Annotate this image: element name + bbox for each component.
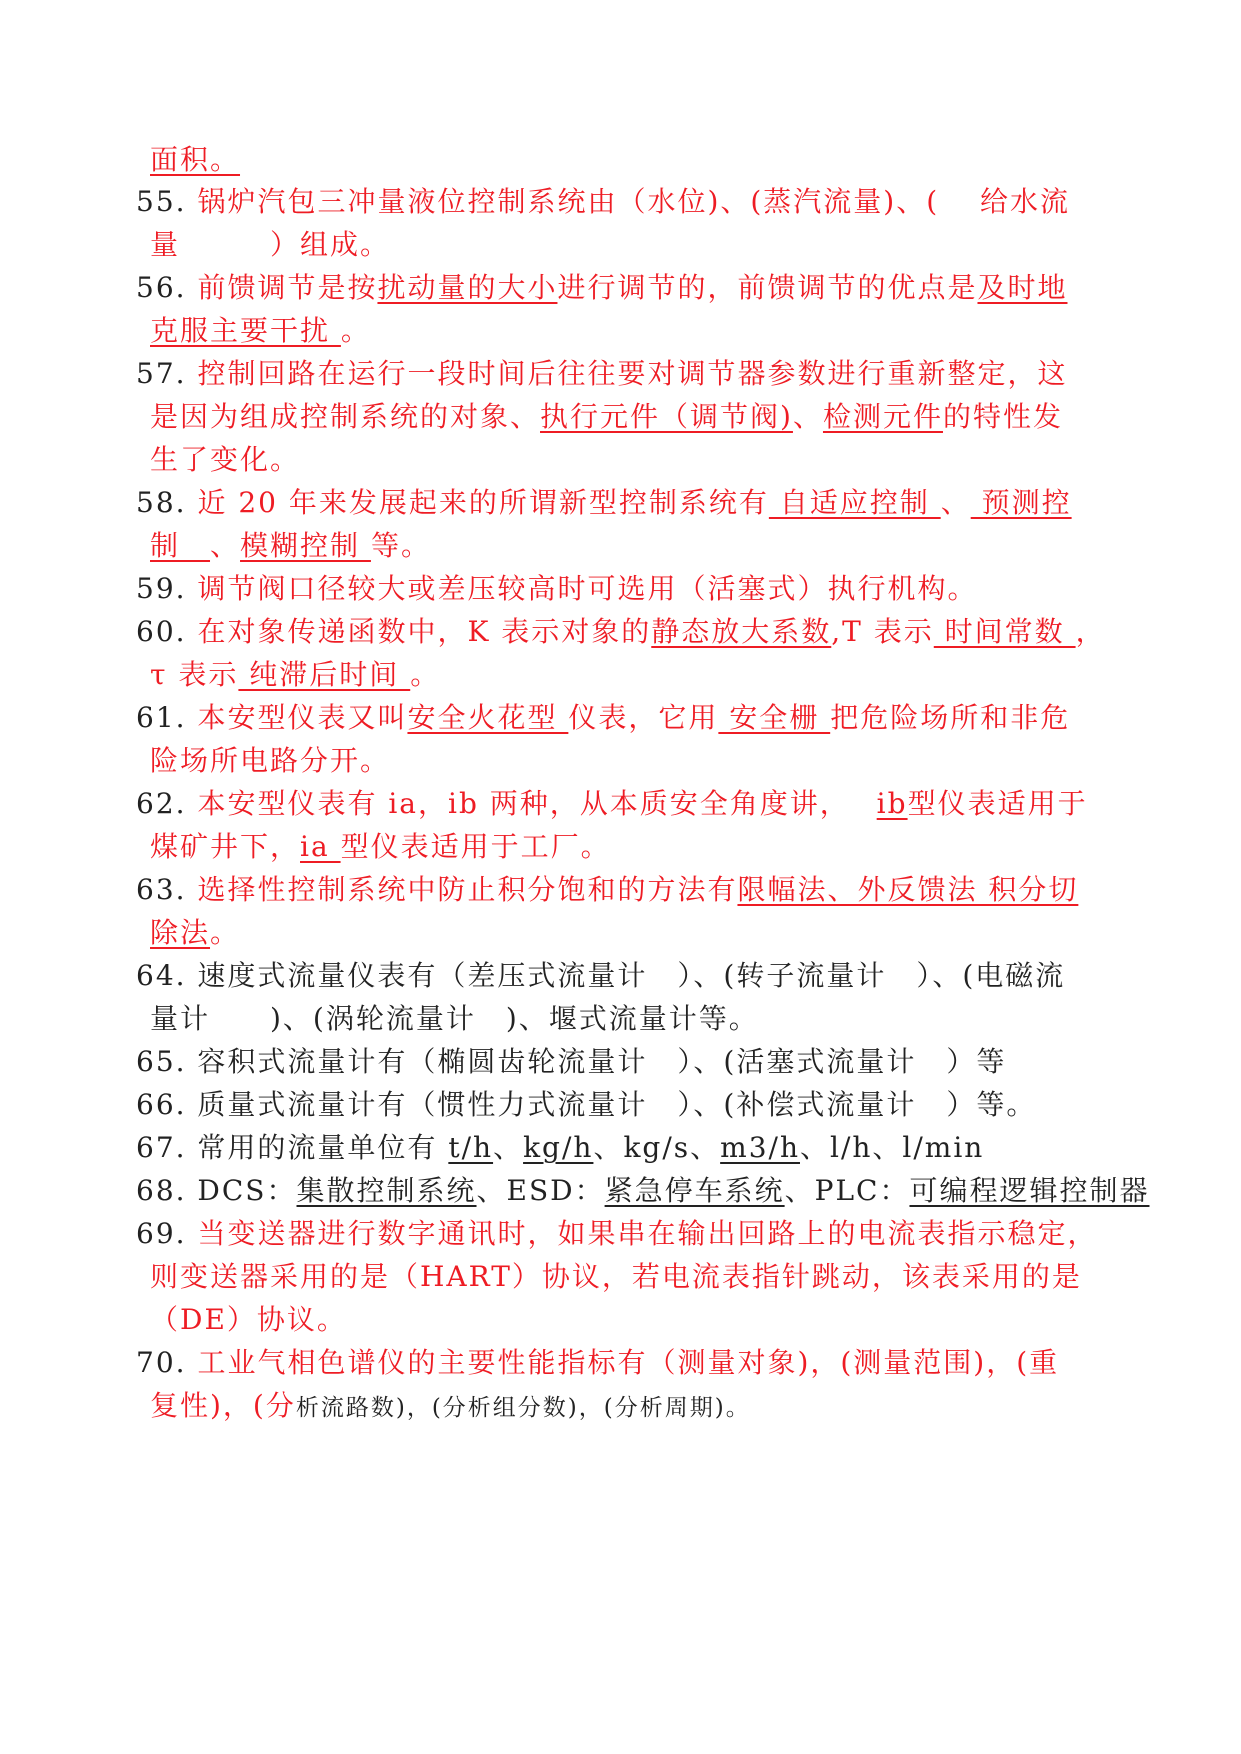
underlined-answer: 模糊控制 [240, 529, 371, 562]
text-segment: 。 [410, 658, 441, 691]
text-segment: 58. [136, 486, 198, 519]
text-segment: 前馈调节是按 [197, 271, 378, 304]
text-segment: 调节阀口径较大或差压较高时可选用（活塞式）执行机构。 [197, 572, 978, 605]
text-segment: 57. [136, 357, 198, 390]
text-segment: 险场所电路分开。 [150, 744, 391, 777]
text-line [136, 567, 977, 611]
text-segment: （DE）协议。 [150, 1303, 347, 1336]
text-segment: 、ESD： [476, 1174, 605, 1207]
text-segment: 70. [136, 1346, 198, 1379]
text-line [136, 1212, 1097, 1256]
text-segment: 本安型仪表有 ia，ib 两种，从本质安全角度讲， [197, 787, 877, 820]
text-segment: 本安型仪表又叫 [197, 701, 408, 734]
underlined-answer: ia [300, 830, 341, 863]
underlined-answer: 除法 [150, 916, 211, 949]
text-segment: 、l/h、l/min [799, 1131, 985, 1164]
text-line [136, 266, 1068, 310]
text-line [150, 1298, 347, 1342]
text-line [150, 524, 431, 568]
underlined-answer: 预测控 [970, 486, 1072, 519]
underlined-answer: 面积。 [150, 143, 241, 176]
underlined-answer: 扰动量的大小 [377, 271, 558, 304]
text-segment: 、 [493, 1131, 524, 1164]
text-line [150, 911, 240, 955]
text-line [136, 180, 1070, 224]
text-line [150, 138, 240, 182]
underlined-answer: 安全栅 [718, 701, 831, 734]
underlined-answer: 静态放大系数 [651, 615, 832, 648]
text-segment: 析流路数)，(分析组分数)，(分析周期)。 [295, 1395, 751, 1421]
text-line [150, 653, 440, 697]
text-line [150, 1255, 1082, 1299]
text-line [136, 1040, 1006, 1084]
text-segment: 、 [792, 400, 823, 433]
text-segment: 67. 常用的流量单位有 [136, 1131, 449, 1164]
underlined-answer: m3/h [720, 1131, 800, 1164]
text-segment: 64. 速度式流量仪表有（差压式流量计 ）、(转子流量计 ）、(电磁流 [136, 959, 1066, 992]
text-line [150, 395, 1063, 439]
underlined-answer: 时间常数 [933, 615, 1076, 648]
text-segment: 59. [136, 572, 198, 605]
text-segment: 61. [136, 701, 198, 734]
text-line [150, 997, 759, 1041]
text-segment: ,T 表示 [831, 615, 934, 648]
text-segment: 69. [136, 1217, 198, 1250]
text-segment: ， [1075, 615, 1106, 648]
text-line [136, 1341, 1059, 1385]
text-line [136, 954, 1065, 998]
text-line [136, 696, 1070, 740]
text-line [136, 782, 1088, 826]
text-segment: 、 [940, 486, 971, 519]
text-segment: 56. [136, 271, 198, 304]
underlined-answer: 安全火花型 [407, 701, 569, 734]
text-line [136, 610, 1106, 654]
underlined-answer: ib [876, 787, 908, 820]
text-segment: 等。 [370, 529, 431, 562]
underlined-answer: 及时地 [977, 271, 1068, 304]
text-segment: 进行调节的，前馈调节的优点是 [557, 271, 978, 304]
text-line [150, 739, 390, 783]
text-segment: 65. 容积式流量计有（椭圆齿轮流量计 ）、(活塞式流量计 ）等 [136, 1045, 1007, 1078]
text-segment: 、 [210, 529, 241, 562]
text-segment: 型仪表适用于 [907, 787, 1088, 820]
text-segment: 66. 质量式流量计有（惯性力式流量计 ）、(补偿式流量计 ）等。 [136, 1088, 1037, 1121]
text-line [150, 309, 371, 353]
underlined-answer: 纯滞后时间 [238, 658, 411, 691]
text-segment: 是因为组成控制系统的对象、 [150, 400, 541, 433]
text-segment: 量 ）组成。 [150, 228, 391, 261]
text-line [150, 825, 611, 869]
text-segment: 、PLC： [784, 1174, 910, 1207]
underlined-answer: 可编程逻辑控制器 [909, 1174, 1150, 1207]
text-segment: 锅炉汽包三冲量液位控制系统由（水位)、(蒸汽流量)、( 给水流 [197, 185, 1071, 218]
text-line [136, 1126, 984, 1170]
text-line [136, 868, 1078, 912]
text-segment: 则变送器采用的是（HART）协议，若电流表指针跳动，该表采用的是 [150, 1260, 1082, 1293]
text-segment: 在对象传递函数中，K 表示对象的 [197, 615, 652, 648]
text-segment: 把危险场所和非危 [830, 701, 1071, 734]
text-segment: 、kg/s、 [593, 1131, 721, 1164]
text-segment: 仪表，它用 [568, 701, 719, 734]
text-segment: 。 [210, 916, 241, 949]
underlined-answer: 自适应控制 [768, 486, 941, 519]
text-segment: 工业气相色谱仪的主要性能指标有（测量对象)，(测量范围)，(重 [197, 1346, 1060, 1379]
text-line [136, 352, 1067, 396]
underlined-answer: 限幅法、外反馈法 积分切 [737, 873, 1079, 906]
text-segment: 煤矿井下， [150, 830, 301, 863]
text-segment: 型仪表适用于工厂。 [340, 830, 611, 863]
text-segment: 63. [136, 873, 198, 906]
text-line [150, 438, 300, 482]
underlined-answer: 检测元件 [822, 400, 943, 433]
underlined-answer: 集散控制系统 [296, 1174, 477, 1207]
text-segment: 生了变化。 [150, 443, 301, 476]
text-line [136, 1169, 1149, 1213]
underlined-answer: 紧急停车系统 [604, 1174, 785, 1207]
text-segment: 68. DCS： [136, 1174, 297, 1207]
text-segment: 的特性发 [942, 400, 1063, 433]
text-segment: 近 20 年来发展起来的所谓新型控制系统有 [197, 486, 769, 519]
text-segment: 60. [136, 615, 198, 648]
text-segment: τ 表示 [150, 658, 239, 691]
text-segment: 。 [340, 314, 371, 347]
text-segment: 复性)，(分 [150, 1389, 296, 1422]
underlined-answer: t/h [448, 1131, 494, 1164]
text-segment: 量计 )、(涡轮流量计 )、堰式流量计等。 [150, 1002, 759, 1035]
underlined-answer: 克服主要干扰 [150, 314, 341, 347]
underlined-answer: 制 [150, 529, 211, 562]
text-segment: 62. [136, 787, 198, 820]
text-segment: 当变送器进行数字通讯时，如果串在输出回路上的电流表指示稳定， [197, 1217, 1098, 1250]
text-line [136, 481, 1072, 525]
text-segment: 控制回路在运行一段时间后往往要对调节器参数进行重新整定，这 [197, 357, 1068, 390]
underlined-answer: kg/h [523, 1131, 594, 1164]
text-line [136, 1083, 1036, 1127]
text-line [150, 223, 390, 267]
text-segment: 选择性控制系统中防止积分饱和的方法有 [197, 873, 738, 906]
text-line [150, 1384, 751, 1428]
text-segment: 55. [136, 185, 198, 218]
underlined-answer: 执行元件（调节阀) [540, 400, 793, 433]
